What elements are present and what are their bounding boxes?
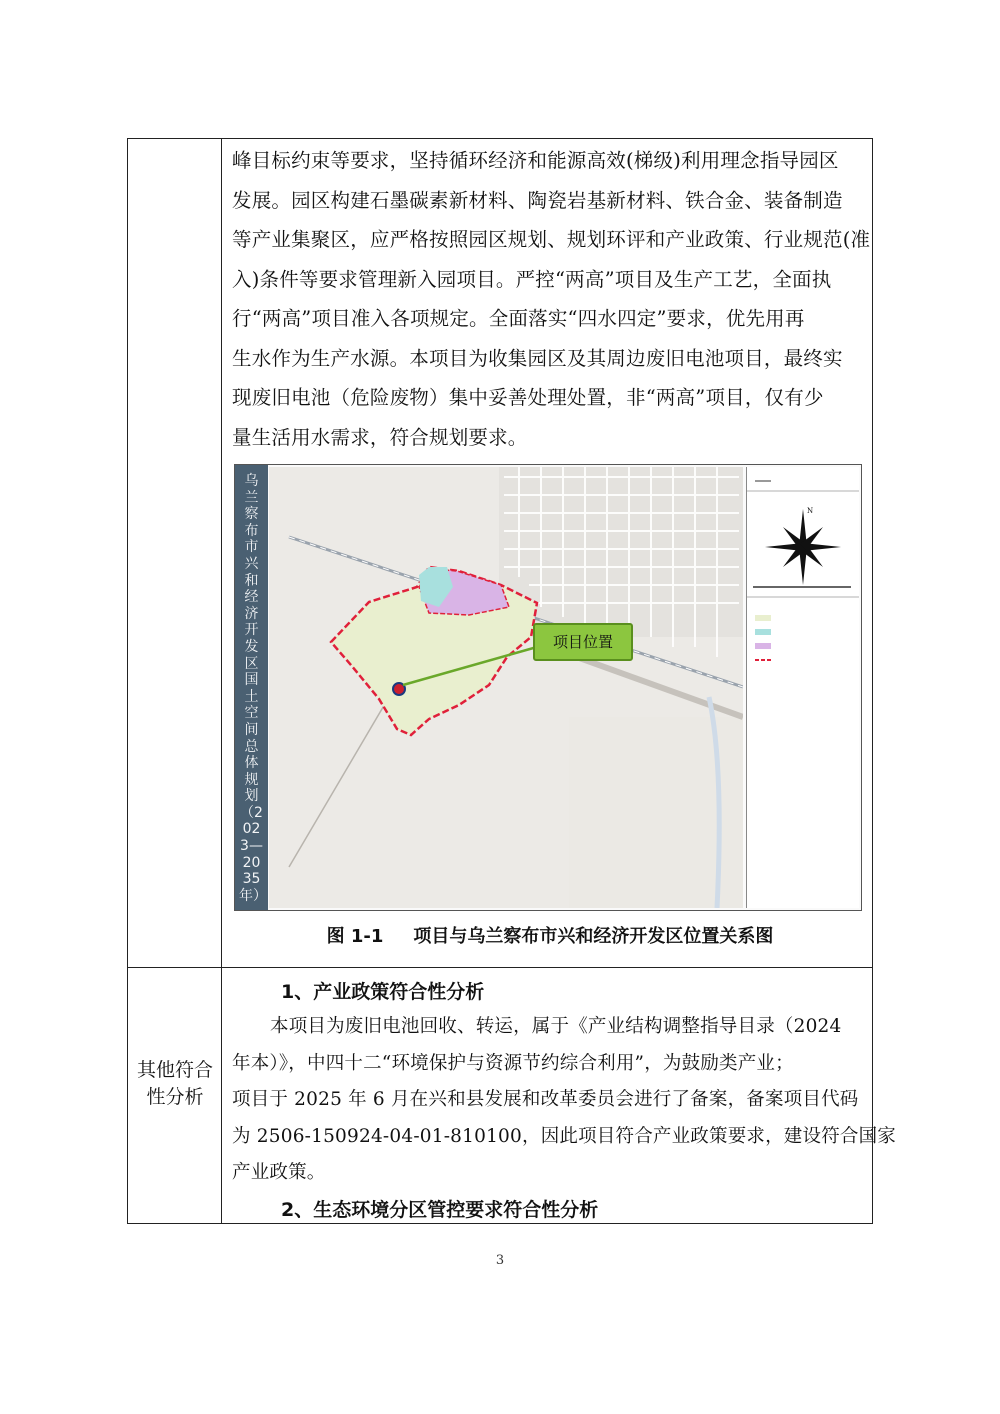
map-legend-panel bbox=[746, 467, 859, 908]
paragraph-line: 等产业集聚区，应严格按照园区规划、规划环评和产业政策、行业规范(准 bbox=[232, 228, 871, 251]
page-number: 3 bbox=[495, 1253, 505, 1268]
north-arrow-icon bbox=[765, 507, 841, 585]
figure-caption bbox=[234, 922, 866, 948]
figure-number: 图 1-1 bbox=[326, 926, 384, 947]
paragraph-line: 入)条件等要求管理新入园项目。严控“两高”项目及生产工艺，全面执 bbox=[232, 267, 832, 291]
section-heading-eco-zoning: 2、生态环境分区管控要求符合性分析 bbox=[281, 1199, 599, 1221]
map-vertical-title: 乌兰察布市兴和经济开发区国土空间总体规划（2023—2035年） bbox=[239, 473, 267, 904]
paragraph-line: 行“两高”项目准入各项规定。全面落实“四水四定”要求，优先用再 bbox=[232, 307, 805, 330]
section-heading-industrial-policy: 1、产业政策符合性分析 bbox=[281, 981, 485, 1003]
paragraph-line: 项目于 2025 年 6 月在兴和县发展和改革委员会进行了备案，备案项目代码 bbox=[232, 1089, 859, 1110]
project-location-callout: 项目位置 bbox=[533, 623, 633, 661]
location-map-figure bbox=[234, 464, 862, 911]
paragraph-line: 产业政策。 bbox=[232, 1162, 326, 1183]
column-divider bbox=[221, 139, 222, 1223]
row-label-other-compliance: 其他符合性分析 bbox=[136, 1059, 213, 1108]
row-divider bbox=[128, 967, 872, 968]
legend-graphics bbox=[747, 467, 859, 908]
paragraph-line: 年本）》，中四十二“环境保护与资源节约综合利用”，为鼓励类产业； bbox=[232, 1052, 794, 1074]
svg-text:N: N bbox=[807, 507, 814, 515]
paragraph-line: 量生活用水需求，符合规划要求。 bbox=[232, 425, 528, 449]
paragraph-line: 本项目为废旧电池回收、转运，属于《产业结构调整指导目录（2024 bbox=[270, 1016, 842, 1037]
planning-paragraph bbox=[232, 141, 871, 457]
map-canvas bbox=[269, 467, 743, 908]
paragraph-line: 生水作为生产水源。本项目为收集园区及其周边废旧电池项目，最终实 bbox=[232, 346, 843, 370]
paragraph-line: 发展。园区构建石墨碳素新材料、陶瓷岩基新材料、铁合金、装备制造 bbox=[232, 188, 843, 212]
industrial-policy-paragraph bbox=[232, 1009, 896, 1192]
content-table bbox=[127, 138, 896, 1224]
paragraph-line: 为 2506-150924-04-01-810100，因此项目符合产业政策要求，建设符合国家 bbox=[232, 1125, 896, 1147]
paragraph-line: 峰目标约束等要求，坚持循环经济和能源高效(梯级)利用理念指导园区 bbox=[232, 149, 839, 172]
figure-title: 项目与乌兰察布市兴和经济开发区位置关系图 bbox=[413, 926, 774, 947]
map-title-strip bbox=[235, 465, 268, 910]
paragraph-line: 现废旧电池（危险废物）集中妥善处理处置，非“两高”项目，仅有少 bbox=[232, 386, 824, 409]
